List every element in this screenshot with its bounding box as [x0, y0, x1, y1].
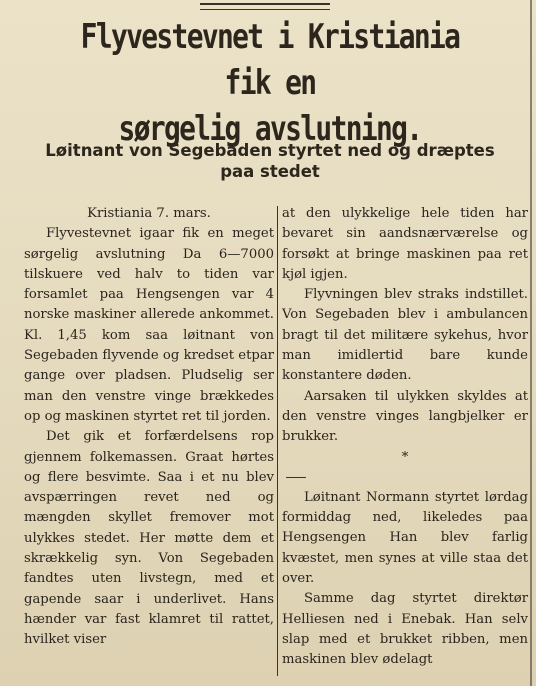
top-rule [200, 3, 330, 10]
headline-line-1: Flyvestevnet i Kristiania fik en [80, 17, 460, 103]
paragraph: Løitnant Normann styrtet lørdag formiddag ned, likeledes paa Hengsengen Han blev farlig kvæstet, men synes at ville staa det over. [282, 489, 528, 587]
paragraph: Flyvestevnet igaar fik en meget sørgelig avslutning Da 6—7000 tilskuere ved halv to tiden var forsamlet paa Hengsengen var 4 norske maskiner allerede ankommet. Kl. 1,45 kom saa løitnant von Segebaden flyvende og kredset etpar gange over pladsen. Pludselig ser man den venstre vinge brækkedes op og maskinen styrtet ret til jorden. [24, 226, 274, 424]
left-column [24, 204, 274, 651]
dateline: Kristiania 7. mars. [87, 206, 211, 221]
separator-mark: * [401, 449, 409, 465]
subheadline: Løitnant von Segebaden styrtet ned og dræptes paa stedet [45, 141, 495, 181]
page-edge [530, 0, 532, 686]
headline-line-2: sørgelig avslutning. [118, 109, 422, 149]
paragraph: Det gik et forfærdelsens rop gjennem folkemassen. Graat hørtes og flere besvimte. Saa i et nu blev avspærringen revet ned og mængden skyllet fremover mot ulykkes stedet. Her møtte dem et skrækkelig syn. Von Segebaden fandtes uten livstegn, med et gapende saar i underlivet. Hans hænder var fast klamret til rattet, hvilket viser [24, 429, 274, 648]
paragraph: at den ulykkelige hele tiden har bevaret sin aandsnærværelse og forsøkt at bringe maskinen paa ret kjøl igjen. [282, 206, 528, 282]
column-divider [277, 206, 278, 676]
paragraph: Aarsaken til ulykken skyldes at den venstre vinges langbjelker er brukker. [282, 388, 528, 445]
separator-dash [282, 468, 528, 488]
headline [65, 14, 475, 152]
paragraph: Flyvningen blev straks indstillet. Von Segebaden blev i ambulancen bragt til det militære sykehus, hvor man imidlertid bare kunde konstantere døden. [282, 287, 528, 384]
right-column [282, 204, 528, 671]
paragraph: Samme dag styrtet direktør Helliesen ned i Enebak. Han selv slap med et brukket ribben, men maskinen blev ødelagt [282, 591, 528, 668]
